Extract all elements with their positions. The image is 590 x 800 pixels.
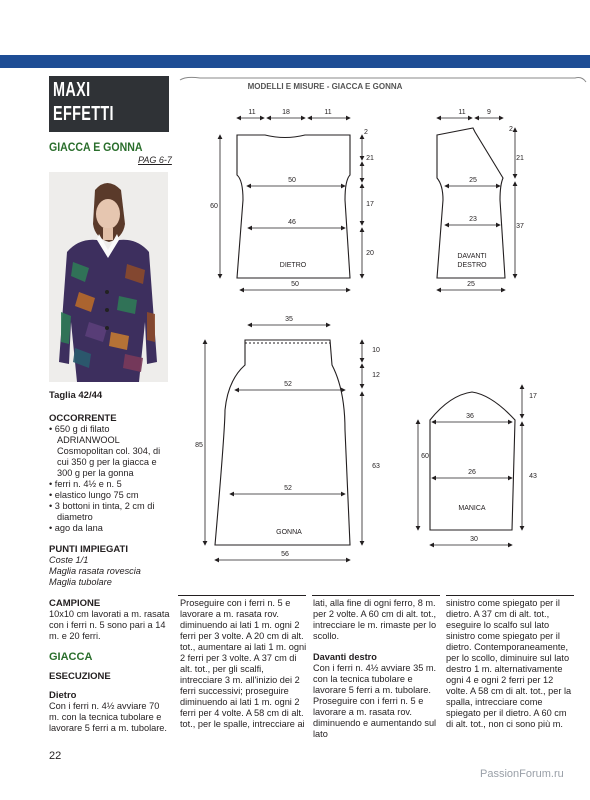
dim-label: 11 [324, 109, 332, 116]
dim-label: 60 [210, 203, 218, 210]
size-label: Taglia 42/44 [49, 390, 103, 401]
dim-label: 50 [291, 281, 299, 288]
materials-item: • ago da lana [49, 523, 103, 533]
dim-label: 46 [288, 219, 296, 226]
back-piece-label: DIETRO [279, 262, 307, 269]
left-column-text [49, 390, 172, 734]
dim-label: 85 [195, 442, 203, 449]
gauge-text: 10x10 cm lavorati a m. rasata con i ferri n. 5 sono pari a 14 m. e 20 ferri. [49, 609, 170, 641]
front-heading: Davanti destro [313, 652, 377, 662]
dim-label: 10 [372, 347, 380, 354]
dim-label: 36 [466, 413, 474, 420]
column-divider [446, 595, 574, 596]
dim-label: 37 [516, 223, 524, 230]
dim-label: 52 [284, 485, 292, 492]
page-reference: PAG 6-7 [138, 155, 172, 165]
dim-label: 2 [509, 126, 513, 133]
pattern-diagram [175, 72, 590, 577]
materials-heading: OCCORRENTE [49, 413, 117, 424]
text-column-3: lati, alla fine di ogni ferro, 8 m. per 2 volte. A 60 cm di alt. tot., intrecciare le m. rimaste per lo scollo. Davanti destro Con i ferri n. 4½ avviare 35 m. con la tecnica tubolare e lavorare 5 ferri a m. tubolare. Proseguire con i ferri n. 5 e lavorare a m. rasata rov. diminuendo e aumentando sul lato [313, 598, 441, 740]
materials-item: • 3 bottoni in tinta, 2 cm di diametro [49, 501, 155, 522]
top-color-bar [0, 55, 590, 68]
dim-label: 43 [529, 473, 537, 480]
sleeve-piece-label: MANICA [458, 505, 486, 512]
jacket-heading: GIACCA [49, 651, 93, 663]
dim-label: 12 [372, 372, 380, 379]
dim-label: 25 [467, 281, 475, 288]
gauge-heading: CAMPIONE [49, 598, 101, 609]
model-photo [49, 172, 168, 382]
stitch-item: Maglia rasata rovescia [49, 566, 141, 576]
materials-item: • ferri n. 4½ e n. 5 [49, 479, 122, 489]
materials-item: • 650 g di filato ADRIANWOOL Cosmopolitan col. 304, di cui 350 g per la giacca e 300 g per la gonna [49, 424, 161, 478]
dim-label: 20 [366, 250, 374, 257]
dim-label: 17 [529, 393, 537, 400]
dim-label: 2 [364, 129, 368, 136]
dim-label: 52 [284, 381, 292, 388]
dim-label: 23 [469, 216, 477, 223]
page-number: 22 [49, 750, 62, 762]
dim-label: 63 [372, 463, 380, 470]
dim-label: 21 [516, 155, 524, 162]
front-piece-label: DAVANTI [457, 253, 487, 260]
stitch-item: Maglia tubolare [49, 577, 112, 587]
stitches-heading: PUNTI IMPIEGATI [49, 544, 128, 555]
dim-label: 56 [281, 551, 289, 558]
dim-label: 30 [470, 536, 478, 543]
dim-label: 18 [282, 109, 290, 116]
dim-label: 11 [248, 109, 256, 116]
text-column-4: sinistro come spiegato per il dietro. A 37 cm di alt. tot., eseguire lo scalfo sul lato sinistro come spiegato per il dietro. Contemporaneamente, per lo scollo, diminuire sul lato destro 1 m. alternativamente ogni 4 e ogni 2 ferri per 12 volte. A 58 cm di alt. tot., per la spalla, intrecciare come spiegato per il dietro. A 60 cm di alt. tot., non ci sono più m. [446, 598, 572, 729]
back-text: Con i ferri n. 4½ avviare 70 m. con la tecnica tubolare e lavorare 5 ferri a m. tubolare. [49, 701, 167, 733]
dim-label: 11 [458, 109, 466, 116]
section-title-box [49, 76, 169, 132]
back-heading: Dietro [49, 690, 77, 701]
dim-label: 60 [421, 453, 429, 460]
dim-label: 26 [468, 469, 476, 476]
dim-label: 21 [366, 155, 374, 162]
title-line-2: EFFETTI [53, 103, 114, 125]
dim-label: 17 [366, 201, 374, 208]
stitch-item: Coste 1/1 [49, 555, 89, 565]
front-piece-label: DESTRO [457, 262, 487, 269]
column-divider [312, 595, 440, 596]
materials-item: • elastico lungo 75 cm [49, 490, 139, 500]
execution-heading: ESECUZIONE [49, 671, 111, 682]
dim-label: 9 [487, 109, 491, 116]
dim-label: 50 [288, 177, 296, 184]
diagram-header: MODELLI E MISURE - GIACCA E GONNA [247, 82, 403, 91]
dim-label: 25 [469, 177, 477, 184]
project-title: GIACCA E GONNA [49, 140, 143, 154]
title-line-1: MAXI [53, 79, 91, 101]
text-column-2: Proseguire con i ferri n. 5 e lavorare a m. rasata rov. diminuendo ai lati 1 m. ogni 2 ferri per 3 volte. A 20 cm di alt. tot., aumentare ai lati 1 m. ogni 2 ferri per 3 volte. A 37 cm di alt. tot., per gli scalfi, intrecciare 3 m. all'inizio dei 2 ferri successivi; proseguire diminuendo ai lati 1 m. ogni 2 ferri per 4 volte. A 58 cm di alt. tot., per le spalle, intrecciare ai [180, 598, 307, 729]
dim-label: 35 [285, 316, 293, 323]
column-divider [178, 595, 306, 596]
watermark: PassionForum.ru [480, 768, 564, 780]
skirt-piece-label: GONNA [276, 529, 302, 536]
